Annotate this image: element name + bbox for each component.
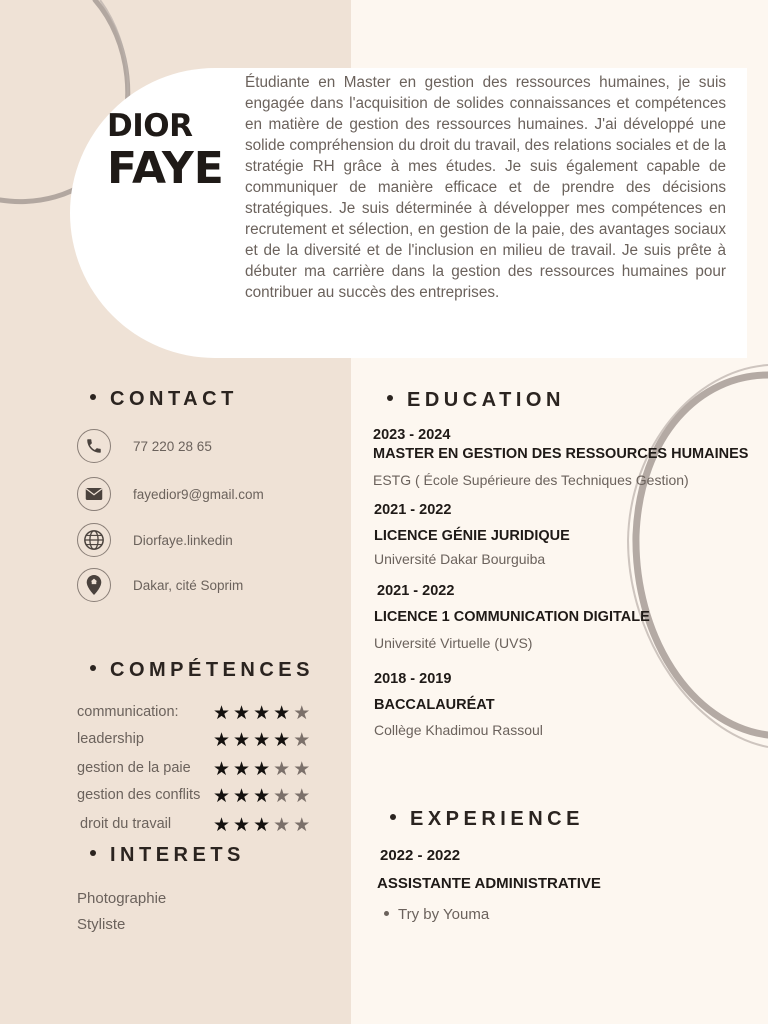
phone-icon <box>77 429 111 463</box>
star-empty-icon: ★ <box>273 786 291 807</box>
star-filled-icon: ★ <box>253 815 271 836</box>
skill-name: gestion de la paie <box>77 760 191 776</box>
contact-phone[interactable] <box>77 428 212 464</box>
education-school: Université Virtuelle (UVS) <box>374 635 533 651</box>
experience-heading: EXPERIENCE <box>390 808 584 831</box>
education-school: Collège Khadimou Rassoul <box>374 722 543 738</box>
email-address: fayedior9@gmail.com <box>133 486 264 502</box>
skill-rating <box>213 816 310 836</box>
skill-row <box>77 816 327 838</box>
star-filled-icon: ★ <box>233 759 251 780</box>
skills-heading: COMPÉTENCES <box>90 659 314 682</box>
star-empty-icon: ★ <box>273 815 291 836</box>
education-school: ESTG ( École Supérieure des Techniques Gestion) <box>373 472 689 488</box>
address: Dakar, cité Soprim <box>133 577 244 593</box>
skill-rating <box>213 731 310 751</box>
education-degree: LICENCE GÉNIE JURIDIQUE <box>374 528 570 544</box>
experience-years: 2022 - 2022 <box>380 847 461 864</box>
education-degree: LICENCE 1 COMMUNICATION DIGITALE <box>374 609 650 625</box>
contact-address <box>77 567 244 603</box>
bullet-icon <box>390 814 396 820</box>
education-years: 2021 - 2022 <box>374 502 452 518</box>
contact-heading: CONTACT <box>90 388 238 411</box>
bullet-icon <box>90 665 96 671</box>
globe-icon <box>77 523 111 557</box>
education-years: 2018 - 2019 <box>374 671 452 687</box>
skill-name: communication: <box>77 704 179 720</box>
experience-role: ASSISTANTE ADMINISTRATIVE <box>377 875 601 892</box>
star-filled-icon: ★ <box>233 703 251 724</box>
contact-email[interactable] <box>77 476 264 512</box>
star-empty-icon: ★ <box>293 730 311 751</box>
brush-circle-right <box>620 355 768 755</box>
star-filled-icon: ★ <box>253 759 271 780</box>
star-filled-icon: ★ <box>233 786 251 807</box>
education-years: 2021 - 2022 <box>377 583 455 599</box>
interests-heading: INTERETS <box>90 844 245 867</box>
star-filled-icon: ★ <box>233 730 251 751</box>
skill-rating <box>213 760 310 780</box>
star-filled-icon: ★ <box>253 703 271 724</box>
skill-rating <box>213 787 310 807</box>
star-filled-icon: ★ <box>253 730 271 751</box>
interest-item: Photographie <box>77 890 167 907</box>
experience-item: Try by Youma <box>384 906 489 923</box>
location-icon <box>77 568 111 602</box>
star-empty-icon: ★ <box>273 759 291 780</box>
linkedin-profile: Diorfaye.linkedin <box>133 532 233 548</box>
education-heading: EDUCATION <box>387 389 565 412</box>
bullet-icon <box>387 395 393 401</box>
star-filled-icon: ★ <box>273 730 291 751</box>
star-empty-icon: ★ <box>293 786 311 807</box>
skill-name: leadership <box>77 731 144 747</box>
skill-row <box>77 704 327 726</box>
star-filled-icon: ★ <box>213 703 231 724</box>
skill-row <box>77 787 327 809</box>
contact-linkedin[interactable] <box>77 522 233 558</box>
education-degree: MASTER EN GESTION DES RESSOURCES HUMAINES <box>373 446 749 462</box>
skill-row <box>77 760 327 782</box>
email-icon <box>77 477 111 511</box>
bullet-icon <box>384 911 389 916</box>
star-filled-icon: ★ <box>213 815 231 836</box>
star-filled-icon: ★ <box>213 759 231 780</box>
star-filled-icon: ★ <box>213 730 231 751</box>
skill-row <box>77 731 327 753</box>
education-school: Université Dakar Bourguiba <box>374 551 546 567</box>
star-empty-icon: ★ <box>293 815 311 836</box>
education-years: 2023 - 2024 <box>373 427 451 443</box>
star-empty-icon: ★ <box>293 759 311 780</box>
first-name: DIOR <box>107 108 193 144</box>
bullet-icon <box>90 850 96 856</box>
star-filled-icon: ★ <box>273 703 291 724</box>
star-empty-icon: ★ <box>293 703 311 724</box>
skill-name: droit du travail <box>80 816 172 832</box>
skill-rating <box>213 704 310 724</box>
phone-number: 77 220 28 65 <box>133 438 212 454</box>
star-filled-icon: ★ <box>253 786 271 807</box>
profile-summary: Étudiante en Master en gestion des ressources humaines, je suis engagée dans l'acquisition de solides connaissances et compétences en matière de gestion des ressources humaines. J'ai développé une solide compréhension du droit du travail, des relations sociales et de la stratégie RH grâce à mes études. Je suis également capable de communiquer de manière efficace et de prendre des décisions stratégiques. Je suis déterminée à développer mes compétences en recrutement et sélection, en gestion de la paie, des avantages sociaux et de la diversité et de l'inclusion en milieu de travail. Je suis prête à débuter ma carrière dans la gestion des ressources humaines pour contribuer au succès des entreprises. <box>245 74 726 301</box>
bullet-icon <box>90 394 96 400</box>
star-filled-icon: ★ <box>233 815 251 836</box>
star-filled-icon: ★ <box>213 786 231 807</box>
last-name: FAYE <box>107 143 224 194</box>
skill-name: gestion des conflits <box>77 787 201 803</box>
education-degree: BACCALAURÉAT <box>374 697 495 713</box>
interest-item: Styliste <box>77 916 126 933</box>
